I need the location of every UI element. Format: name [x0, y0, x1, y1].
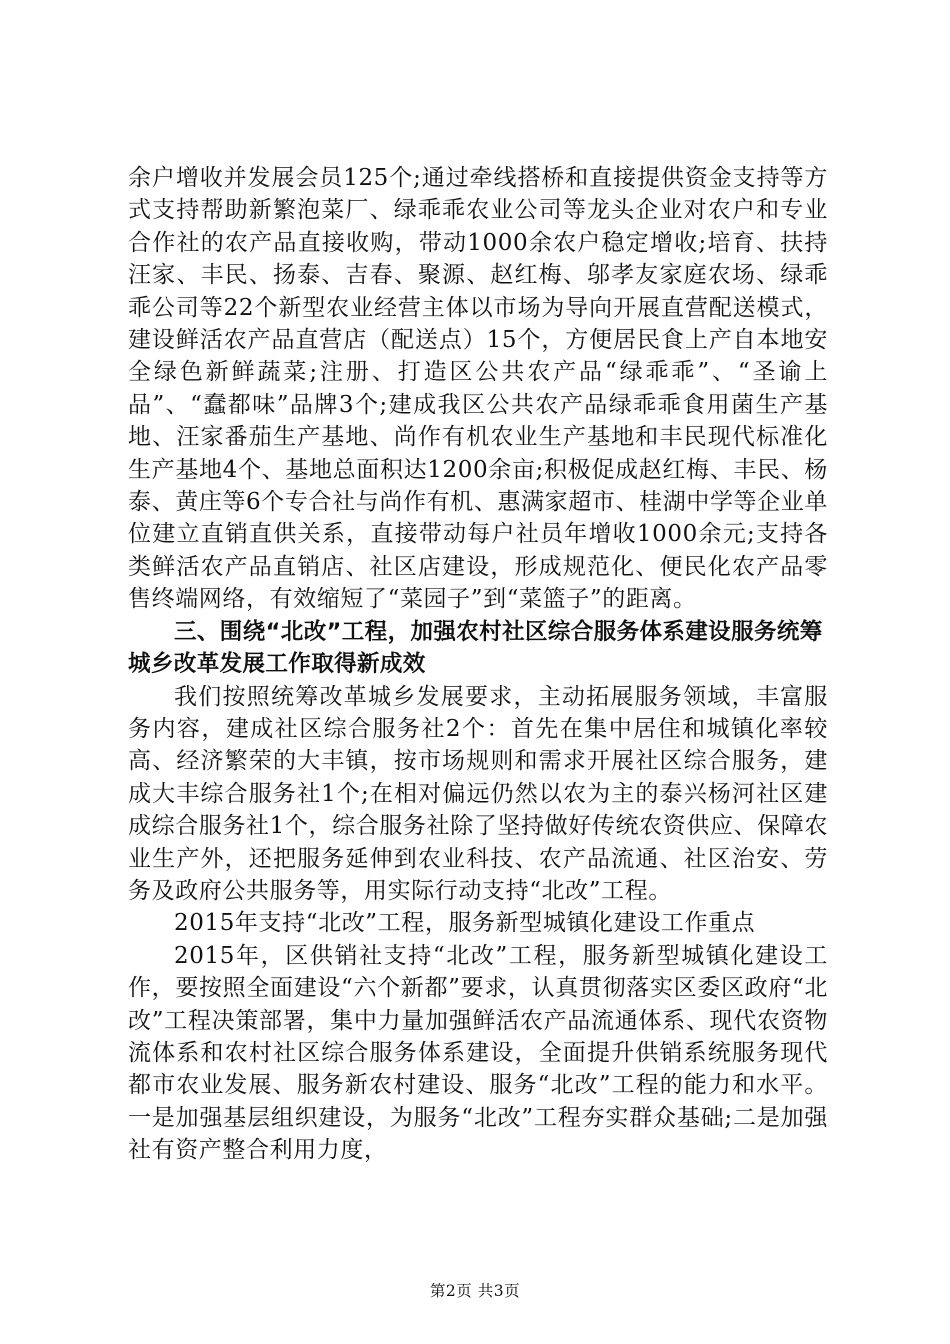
document-body [128, 162, 828, 1167]
page-footer: 第2页 共3页 [429, 1282, 521, 1300]
paragraph-body-2: 我们按照统筹改革城乡发展要求，主动拓展服务领域，丰富服务内容，建成社区综合服务社2个：首先在集中居住和城镇化率较高、经济繁荣的大丰镇，按市场规则和需求开展社区综合服务，建成大丰综合服务社1个;在相对偏远仍然以农为主的泰兴杨河社区建成综合服务社1个，综合服务社除了坚持做好传统农资供应、保障农业生产外，还把服务延伸到农业科技、农产品流通、社区治安、劳务及政府公共服务等，用实际行动支持“北改”工程。 [128, 683, 828, 904]
section-heading-3: 三、围绕“北改”工程，加强农村社区综合服务体系建设服务统筹城乡改革发展工作取得新成效 [128, 618, 823, 678]
paragraph-body-3: 2015年，区供销社支持“北改”工程，服务新型城镇化建设工作，要按照全面建设“六个新都”要求，认真贯彻落实区委区政府“北改”工程决策部署，集中力量加强鲜活农产品流通体系、现代农资物流体系和农村社区综合服务体系建设，全面提升供销系统服务现代都市农业发展、服务新农村建设、服务“北改”工程的能力和水平。一是加强基层组织建设，为服务“北改”工程夯实群众基础;二是加强社有资产整合利用力度， [128, 942, 828, 1164]
paragraph-body-1: 余户增收并发展会员125个;通过牵线搭桥和直接提供资金支持等方式支持帮助新繁泡菜厂、绿乖乖农业公司等龙头企业对农户和专业合作社的农产品直接收购，带动1000余农户稳定增收;培育、扶持汪家、丰民、扬泰、吉春、聚源、赵红梅、邬孝友家庭农场、绿乖乖公司等22个新型农业经营主体以市场为导向开展直营配送模式，建设鲜活农产品直营店（配送点）15个，方便居民食上产自本地安全绿色新鲜蔬菜;注册、打造区公共农产品“绿乖乖”、“圣谕上品”、“蠢都味”品牌3个;建成我区公共农产品绿乖乖食用菌生产基地、汪家番茄生产基地、尚作有机农业生产基地和丰民现代标准化生产基地4个、基地总面积达1200余亩;积极促成赵红梅、丰民、杨泰、黄庄等6个专合社与尚作有机、惠满家超市、桂湖中学等企业单位建立直销直供关系，直接带动每户社员年增收1000余元;支持各类鲜活农产品直销店、社区店建设，形成规范化、便民化农产品零售终端网络，有效缩短了“菜园子”到“菜篮子”的距离。 [128, 165, 828, 613]
paragraph-subtitle-2015: 2015年支持“北改”工程，服务新型城镇化建设工作重点 [174, 910, 756, 937]
